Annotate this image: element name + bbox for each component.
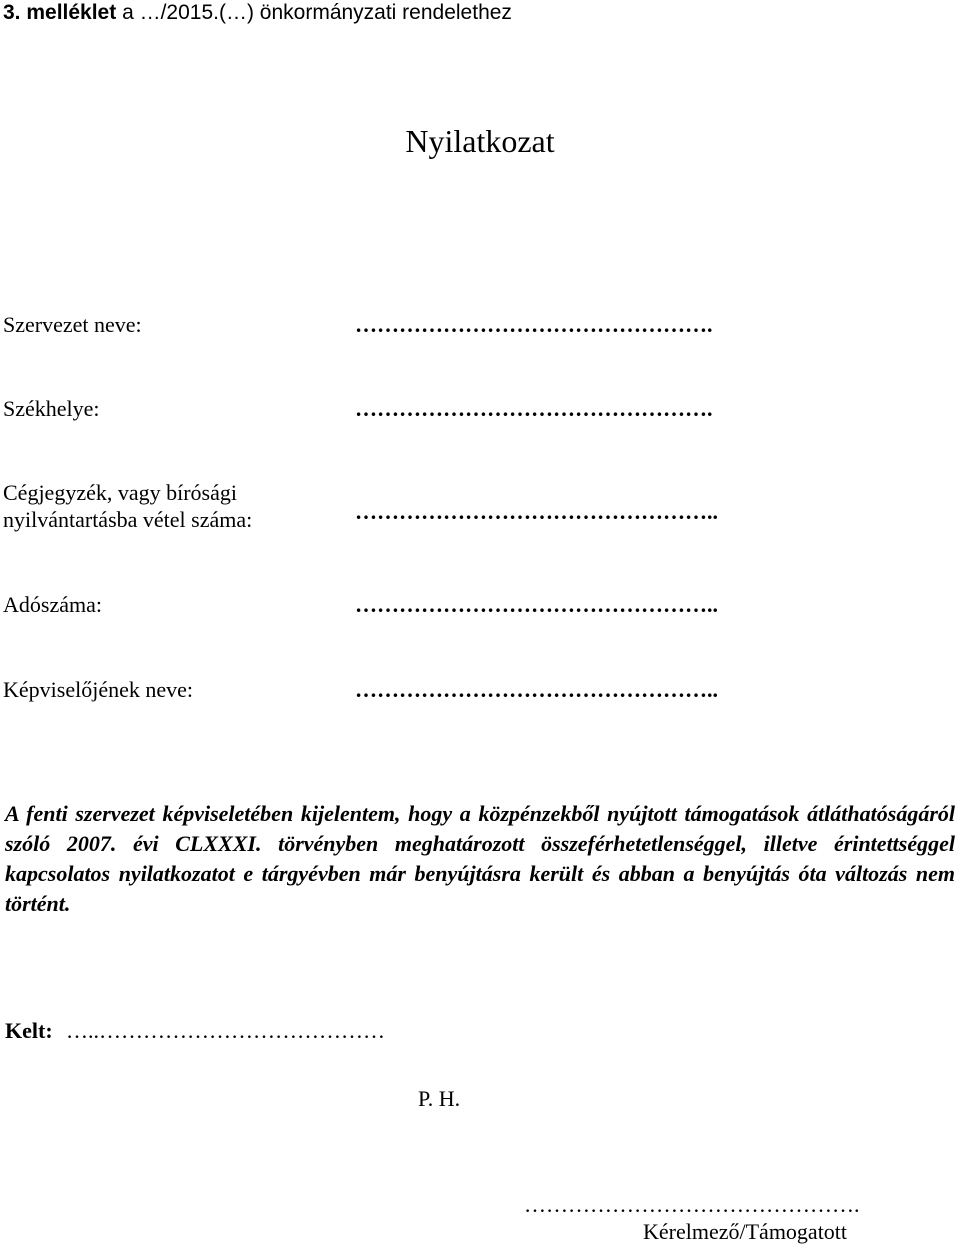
representative-name-field[interactable]: ………………………………………….. [355, 677, 718, 702]
organization-name-field[interactable]: …………………………………………. [355, 312, 713, 337]
stamp-placeholder: P. H. [418, 1086, 461, 1111]
annex-reference: a …/2015.(…) önkormányzati rendelethez [116, 1, 512, 24]
representative-name-label: Képviselőjének neve: [3, 677, 193, 702]
registration-number-label-line1: Cégjegyzék, vagy bírósági [3, 480, 237, 505]
registration-number-label-line2: nyilvántartásba vétel száma: [3, 507, 253, 532]
signature-label: Kérelmező/Támogatott [643, 1219, 848, 1244]
headquarters-field[interactable]: …………………………………………. [355, 396, 713, 421]
headquarters-label: Székhelye: [3, 396, 100, 421]
tax-number-label: Adószáma: [3, 592, 102, 617]
tax-number-field[interactable]: ………………………………………….. [355, 592, 718, 617]
signature-line[interactable]: ………………………………………. [524, 1192, 860, 1217]
annex-number: 3. melléklet [3, 1, 117, 24]
date-place-label: Kelt: [5, 1018, 53, 1043]
page-title: Nyilatkozat [405, 123, 555, 159]
organization-name-label: Szervezet neve: [3, 312, 142, 337]
document-header [3, 0, 512, 26]
declaration-statement: A fenti szervezet képviseletében kijelentem, hogy a közpénzekből nyújtott támogatások átláthatóságáról szóló 2007. évi CLXXXI. törvényben meghatározott összeférhetetlenséggel, illetve érintettséggel kapcsolatos nyilatkozatot e tárgyévben már benyújtásra került és abban a benyújtás óta változás nem történt. [5, 801, 955, 916]
date-place-field[interactable]: …..………………………………… [66, 1018, 385, 1043]
registration-number-field[interactable]: ………………………………………….. [355, 499, 718, 524]
